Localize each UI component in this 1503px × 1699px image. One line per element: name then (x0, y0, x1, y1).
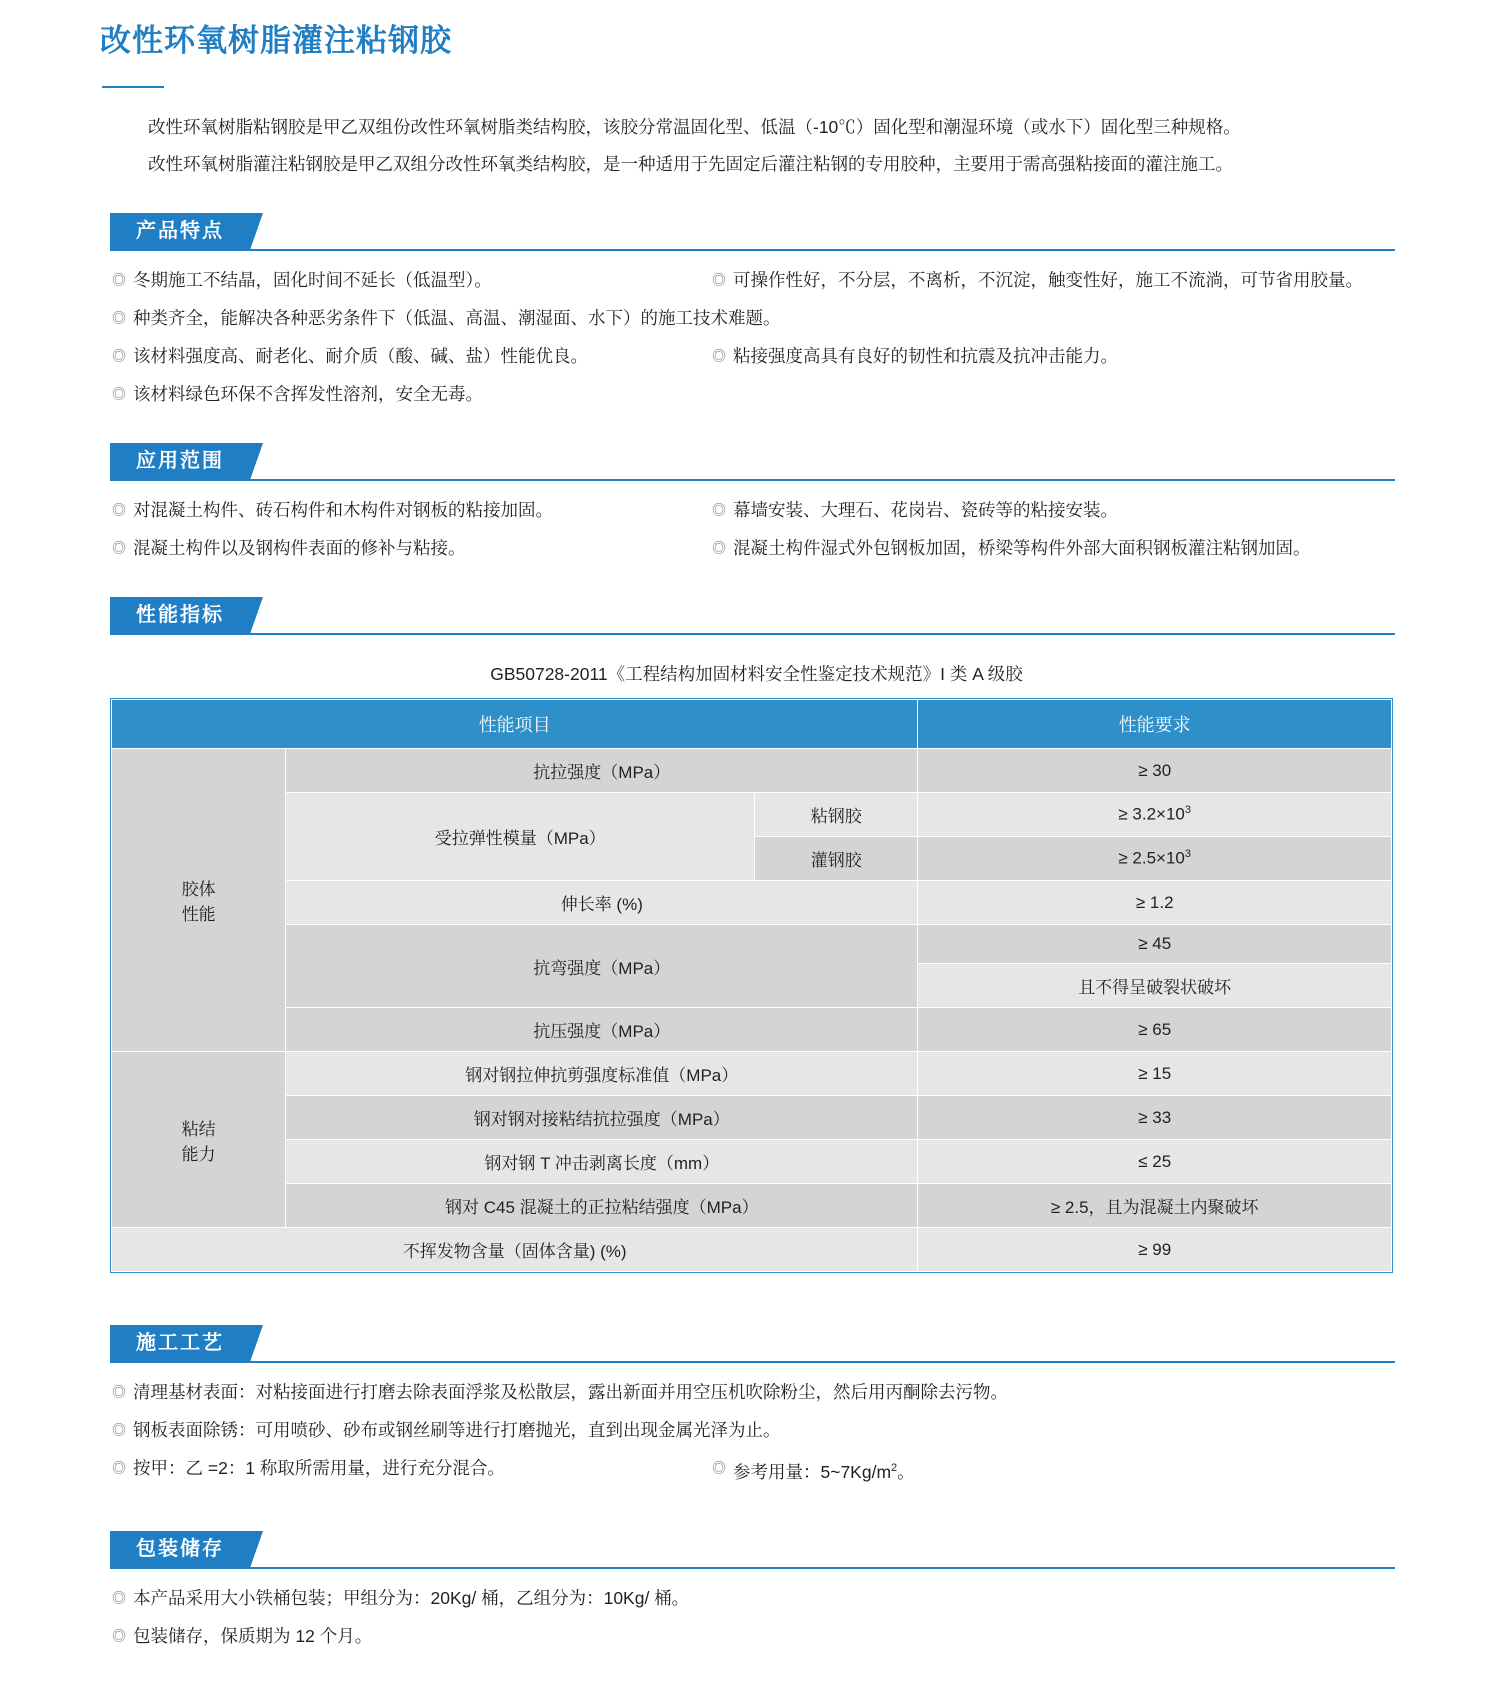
row-value: ≤ 25 (918, 1140, 1392, 1184)
row-item: 抗弯强度（MPa） (286, 925, 918, 1008)
feature-cell (112, 303, 1403, 333)
feature-cell (112, 379, 1403, 409)
feature-cell (712, 341, 1118, 371)
bullet-icon: ◎ (112, 1422, 126, 1438)
feature-text: 可操作性好，不分层，不离析，不沉淀，触变性好，施工不流淌，可节省用胶量。 (733, 270, 1363, 290)
features-list (0, 265, 1503, 409)
section-underline (110, 1567, 1395, 1569)
row-value: ≥ 65 (918, 1008, 1392, 1052)
section-header-application (110, 443, 1503, 481)
table-body (112, 749, 1392, 1272)
application-cell (712, 495, 1118, 525)
packaging-list (0, 1583, 1503, 1651)
group-label-adhesive (112, 749, 286, 1052)
section-title-performance: 性能指标 (110, 597, 250, 634)
table-row (112, 1096, 1392, 1140)
group-label-line2: 性能 (181, 905, 216, 924)
section-underline (110, 249, 1395, 251)
column-header-item: 性能项目 (112, 700, 918, 749)
group-label-bonding (112, 1052, 286, 1228)
table-row (112, 1008, 1392, 1052)
list-item (112, 1377, 1403, 1407)
feature-text: 粘接强度高具有良好的韧性和抗震及抗冲击能力。 (733, 346, 1118, 366)
bullet-icon: ◎ (112, 348, 126, 364)
packaging-text: 包装储存，保质期为 12 个月。 (133, 1625, 373, 1646)
row-item: 钢对钢对接粘结抗拉强度（MPa） (286, 1096, 918, 1140)
table-row (112, 749, 1392, 793)
row-value-exponent: 3 (1184, 848, 1192, 861)
list-item (112, 1415, 1403, 1445)
feature-text: 该材料强度高、耐老化、耐介质（酸、碱、盐）性能优良。 (133, 346, 588, 366)
usage-suffix: 。 (897, 1461, 915, 1482)
bullet-icon: ◎ (712, 348, 726, 364)
bullet-icon: ◎ (112, 1384, 126, 1400)
table-row (112, 1228, 1392, 1272)
table-caption: GB50728-2011《工程结构加固材料安全性鉴定技术规范》I 类 A 级胶 (490, 664, 1023, 684)
row-value: ≥ 2.5，且为混凝土内聚破坏 (918, 1184, 1392, 1228)
row-value: ≥ 45 (918, 925, 1392, 964)
application-text: 混凝土构件以及钢构件表面的修补与粘接。 (133, 538, 466, 558)
packaging-cell (112, 1621, 1403, 1651)
row-value-exponent: 3 (1184, 804, 1192, 817)
bullet-icon: ◎ (712, 502, 726, 518)
list-item (112, 1583, 1403, 1613)
row-item: 伸长率 (%) (286, 881, 918, 925)
process-list (0, 1377, 1503, 1487)
feature-text: 冬期施工不结晶，固化时间不延长（低温型）。 (133, 270, 492, 290)
list-item (112, 341, 1403, 371)
list-item (112, 1453, 1403, 1487)
bullet-icon: ◎ (112, 540, 126, 556)
process-text: 钢板表面除锈：可用喷砂、砂布或钢丝刷等进行打磨抛光，直到出现金属光泽为止。 (133, 1420, 781, 1440)
table-row (112, 1052, 1392, 1096)
bullet-icon: ◎ (712, 272, 726, 288)
row-value: ≥ 1.2 (918, 881, 1392, 925)
packaging-text: 本产品采用大小铁桶包装；甲组分为：20Kg/ 桶，乙组分为：10Kg/ 桶。 (133, 1587, 690, 1608)
performance-table (111, 699, 1392, 1272)
row-item: 不挥发物含量（固体含量) (%) (112, 1228, 918, 1272)
table-header-row (112, 700, 1392, 749)
intro-paragraphs (0, 112, 1503, 179)
feature-text: 该材料绿色环保不含挥发性溶剂，安全无毒。 (133, 384, 483, 404)
usage-amount-text (733, 1453, 915, 1487)
application-text: 对混凝土构件、砖石构件和木构件对钢板的粘接加固。 (133, 500, 553, 520)
row-value: 且不得呈破裂状破坏 (918, 964, 1392, 1008)
row-item: 抗拉强度（MPa） (286, 749, 918, 793)
section-header-process (110, 1325, 1503, 1363)
bullet-icon: ◎ (112, 272, 126, 288)
bullet-icon: ◎ (112, 1460, 126, 1476)
table-row (112, 1140, 1392, 1184)
bullet-icon: ◎ (712, 1460, 726, 1476)
table-row (112, 793, 1392, 837)
table-head (112, 700, 1392, 749)
process-cell (112, 1415, 1403, 1445)
row-value: ≥ 33 (918, 1096, 1392, 1140)
application-cell (712, 533, 1311, 563)
packaging-cell (112, 1583, 1403, 1613)
row-value (918, 837, 1392, 881)
section-header-performance (110, 597, 1503, 635)
section-header-packaging (110, 1531, 1503, 1569)
usage-prefix: 参考用量：5~7Kg/m (733, 1461, 892, 1482)
process-cell (112, 1377, 1403, 1407)
feature-cell (112, 265, 712, 295)
group-label-line1: 粘结 (181, 1119, 216, 1139)
row-subitem: 灌钢胶 (755, 837, 918, 881)
section-title-features: 产品特点 (110, 213, 250, 250)
application-text: 混凝土构件湿式外包钢板加固，桥梁等构件外部大面积钢板灌注粘钢加固。 (733, 538, 1311, 558)
row-subitem: 粘钢胶 (755, 793, 918, 837)
column-header-value: 性能要求 (918, 700, 1392, 749)
section-underline (110, 479, 1395, 481)
bullet-icon: ◎ (112, 502, 126, 518)
row-value: ≥ 15 (918, 1052, 1392, 1096)
row-value-text: ≥ 3.2×10 (1118, 804, 1185, 824)
process-text: 清理基材表面：对粘接面进行打磨去除表面浮浆及松散层，露出新面并用空压机吹除粉尘，然后用丙酮除去污物。 (133, 1382, 1008, 1402)
row-value-text: ≥ 2.5×10 (1118, 848, 1185, 868)
title-block (0, 0, 1503, 88)
bullet-icon: ◎ (112, 386, 126, 402)
row-item: 受拉弹性模量（MPa） (286, 793, 755, 881)
row-item: 钢对钢拉伸抗剪强度标准值（MPa） (286, 1052, 918, 1096)
title-divider (102, 86, 164, 88)
row-item: 钢对钢 T 冲击剥离长度（mm） (286, 1140, 918, 1184)
intro-paragraph-1: 改性环氧树脂粘钢胶是甲乙双组份改性环氧树脂类结构胶，该胶分常温固化型、低温（-10℃）固化型和潮湿环境（或水下）固化型三种规格。 (148, 117, 1241, 137)
feature-cell (112, 341, 712, 371)
row-value (918, 793, 1392, 837)
application-text: 幕墙安装、大理石、花岗岩、瓷砖等的粘接安装。 (733, 500, 1118, 520)
section-title-application: 应用范围 (110, 443, 250, 480)
group-label-line1: 胶体 (181, 880, 216, 899)
list-item (112, 379, 1403, 409)
page-title: 改性环氧树脂灌注粘钢胶 (100, 23, 452, 58)
usage-exponent: 2 (891, 1462, 898, 1474)
table-row (112, 925, 1392, 964)
section-title-packaging: 包装储存 (110, 1531, 250, 1568)
intro-paragraph-2: 改性环氧树脂灌注粘钢胶是甲乙双组分改性环氧类结构胶，是一种适用于先固定后灌注粘钢的专用胶种，主要用于需高强粘接面的灌注施工。 (148, 154, 1233, 174)
feature-cell (712, 265, 1363, 295)
section-header-features (110, 213, 1503, 251)
bullet-icon: ◎ (112, 1627, 126, 1644)
row-value: ≥ 30 (918, 749, 1392, 793)
list-item (112, 265, 1403, 295)
section-title-process: 施工工艺 (110, 1325, 250, 1362)
application-cell (112, 533, 712, 563)
application-list (0, 495, 1503, 563)
section-underline (110, 633, 1395, 635)
list-item (112, 495, 1403, 525)
section-underline (110, 1361, 1395, 1363)
process-cell (712, 1453, 915, 1487)
process-cell (112, 1453, 712, 1483)
list-item (112, 1621, 1403, 1651)
application-cell (112, 495, 712, 525)
table-row (112, 881, 1392, 925)
mixing-ratio-text: 按甲：乙 =2：1 称取所需用量，进行充分混合。 (133, 1458, 505, 1478)
bullet-icon: ◎ (712, 540, 726, 556)
group-label-line2: 能力 (181, 1144, 216, 1164)
table-row (112, 1184, 1392, 1228)
table-border (110, 698, 1393, 1273)
row-item: 抗压强度（MPa） (286, 1008, 918, 1052)
list-item (112, 303, 1403, 333)
bullet-icon: ◎ (112, 1589, 126, 1606)
row-item: 钢对 C45 混凝土的正拉粘结强度（MPa） (286, 1184, 918, 1228)
feature-text: 种类齐全，能解决各种恶劣条件下（低温、高温、潮湿面、水下）的施工技术难题。 (133, 308, 781, 328)
performance-table-wrap (0, 661, 1503, 1273)
row-value: ≥ 99 (918, 1228, 1392, 1272)
bullet-icon: ◎ (112, 310, 126, 326)
list-item (112, 533, 1403, 563)
